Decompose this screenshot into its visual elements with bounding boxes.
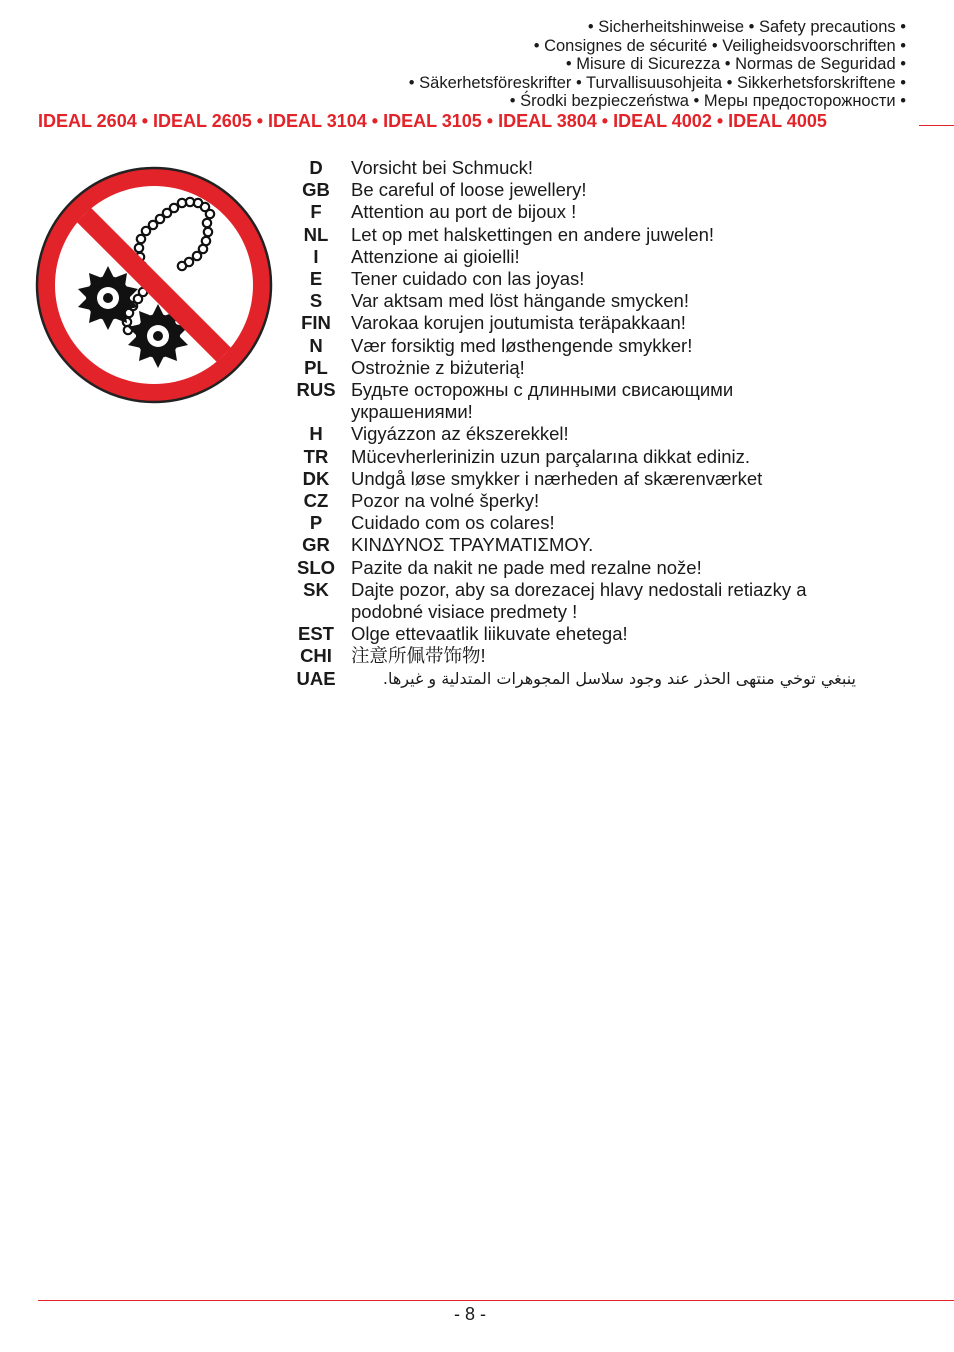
language-code: DK — [302, 467, 330, 489]
warning-text: Let op met halskettingen en andere juwelen! — [351, 223, 715, 245]
warning-text: Undgå løse smykker i nærheden af skærenværket — [351, 467, 763, 489]
warning-row-i — [296, 246, 856, 268]
warning-list — [296, 157, 856, 690]
language-code: NL — [303, 223, 329, 245]
language-code: E — [309, 268, 323, 290]
language-code: F — [310, 201, 322, 223]
warning-row-tr — [296, 446, 856, 468]
warning-row-dk — [296, 468, 856, 490]
language-code: SK — [303, 578, 329, 600]
language-code: H — [309, 423, 323, 445]
warning-text: Cuidado com os colares! — [351, 512, 555, 534]
warning-text: Ostrożnie z biżuterią! — [351, 356, 525, 378]
warning-row-s — [296, 290, 856, 312]
warning-row-nl — [296, 224, 856, 246]
warning-text: Vær forsiktig med løsthengende smykker! — [351, 334, 693, 356]
warning-row-gr — [296, 534, 856, 556]
language-code: CZ — [303, 490, 329, 512]
language-code: CHI — [300, 645, 332, 667]
warning-text: Vorsicht bei Schmuck! — [351, 157, 533, 178]
header-line: • Misure di Sicurezza • Normas de Seguridad • — [565, 55, 906, 73]
footer-divider — [38, 1300, 954, 1301]
warning-text: Varokaa korujen joutumista teräpakkaan! — [351, 312, 686, 334]
language-code: FIN — [301, 312, 331, 334]
warning-row-gb — [296, 179, 856, 201]
warning-row-d — [296, 157, 856, 179]
warning-text: Pazite da nakit ne pade med rezalne nože! — [351, 556, 702, 578]
warning-row-n — [296, 335, 856, 357]
language-code: PL — [304, 356, 328, 378]
warning-text: Attention au port de bijoux ! — [351, 201, 577, 223]
model-divider — [919, 125, 954, 126]
warning-text: Var aktsam med löst hängande smycken! — [351, 290, 689, 312]
warning-text: Pozor na volné šperky! — [351, 490, 540, 512]
language-code: RUS — [296, 379, 336, 401]
language-code: S — [309, 290, 323, 312]
warning-row-fin — [296, 312, 856, 334]
warning-row-cz — [296, 490, 856, 512]
warning-text: Vigyázzon az ékszerekkel! — [351, 423, 569, 445]
warning-text: Будьте осторожны с длинными свисающими украшениями! — [351, 379, 734, 423]
language-code: I — [313, 245, 319, 267]
warning-text: ينبغي توخي منتهى الحذر عند وجود سلاسل المجوهرات المتدلية و غيرها. — [382, 668, 856, 688]
language-code: P — [309, 512, 323, 534]
warning-row-pl — [296, 357, 856, 379]
warning-text: ΚΙΝΔΥΝΟΣ ΤΡΑΥΜΑΤΙΣΜΟΥ. — [351, 534, 594, 556]
warning-text: Olge ettevaatlik liikuvate ehetega! — [351, 623, 628, 645]
warning-row-est — [296, 623, 856, 645]
warning-row-e — [296, 268, 856, 290]
warning-text: Tener cuidado con las joyas! — [351, 268, 585, 290]
header-line: • Consignes de sécurité • Veiligheidsvoorschriften • — [533, 36, 906, 55]
warning-text: 注意所佩带饰物! — [351, 645, 486, 667]
warning-row-f — [296, 201, 856, 223]
warning-row-rus — [296, 379, 856, 423]
language-code: EST — [298, 623, 334, 645]
language-code: N — [309, 334, 323, 356]
warning-text: Mücevherlerinizin uzun parçalarına dikkat ediniz. — [351, 445, 750, 467]
warning-text: Be careful of loose jewellery! — [351, 179, 587, 201]
warning-text: Attenzione ai gioielli! — [351, 245, 520, 267]
header-line: • Sicherheitshinweise • Safety precautions • — [587, 18, 906, 36]
warning-row-h — [296, 423, 856, 445]
page-number: - 8 - — [453, 1304, 486, 1324]
header-line: • Środki bezpieczeństwa • Меры предосторожности • — [509, 92, 906, 110]
warning-row-sk — [296, 579, 856, 623]
prohibition-jewellery-icon — [30, 161, 278, 409]
safety-header — [409, 18, 906, 111]
warning-row-chi — [296, 645, 856, 667]
language-code: UAE — [296, 667, 336, 689]
warning-row-slo — [296, 557, 856, 579]
language-code: GR — [302, 534, 330, 556]
language-code: SLO — [296, 556, 336, 578]
model-list: IDEAL 2604 • IDEAL 2605 • IDEAL 3104 • IDEAL 3105 • IDEAL 3804 • IDEAL 4002 • IDEAL 4005 — [38, 111, 827, 131]
language-code: TR — [303, 445, 329, 467]
header-line: • Säkerhetsföreskrifter • Turvallisuusohjeita • Sikkerhetsforskriftene • — [408, 73, 906, 92]
warning-row-uae — [296, 668, 856, 690]
warning-text: Dajte pozor, aby sa dorezacej hlavy nedostali retiazky a podobné visiace predmety ! — [351, 578, 807, 623]
language-code: D — [309, 157, 323, 178]
warning-row-p — [296, 512, 856, 534]
language-code: GB — [302, 179, 330, 201]
